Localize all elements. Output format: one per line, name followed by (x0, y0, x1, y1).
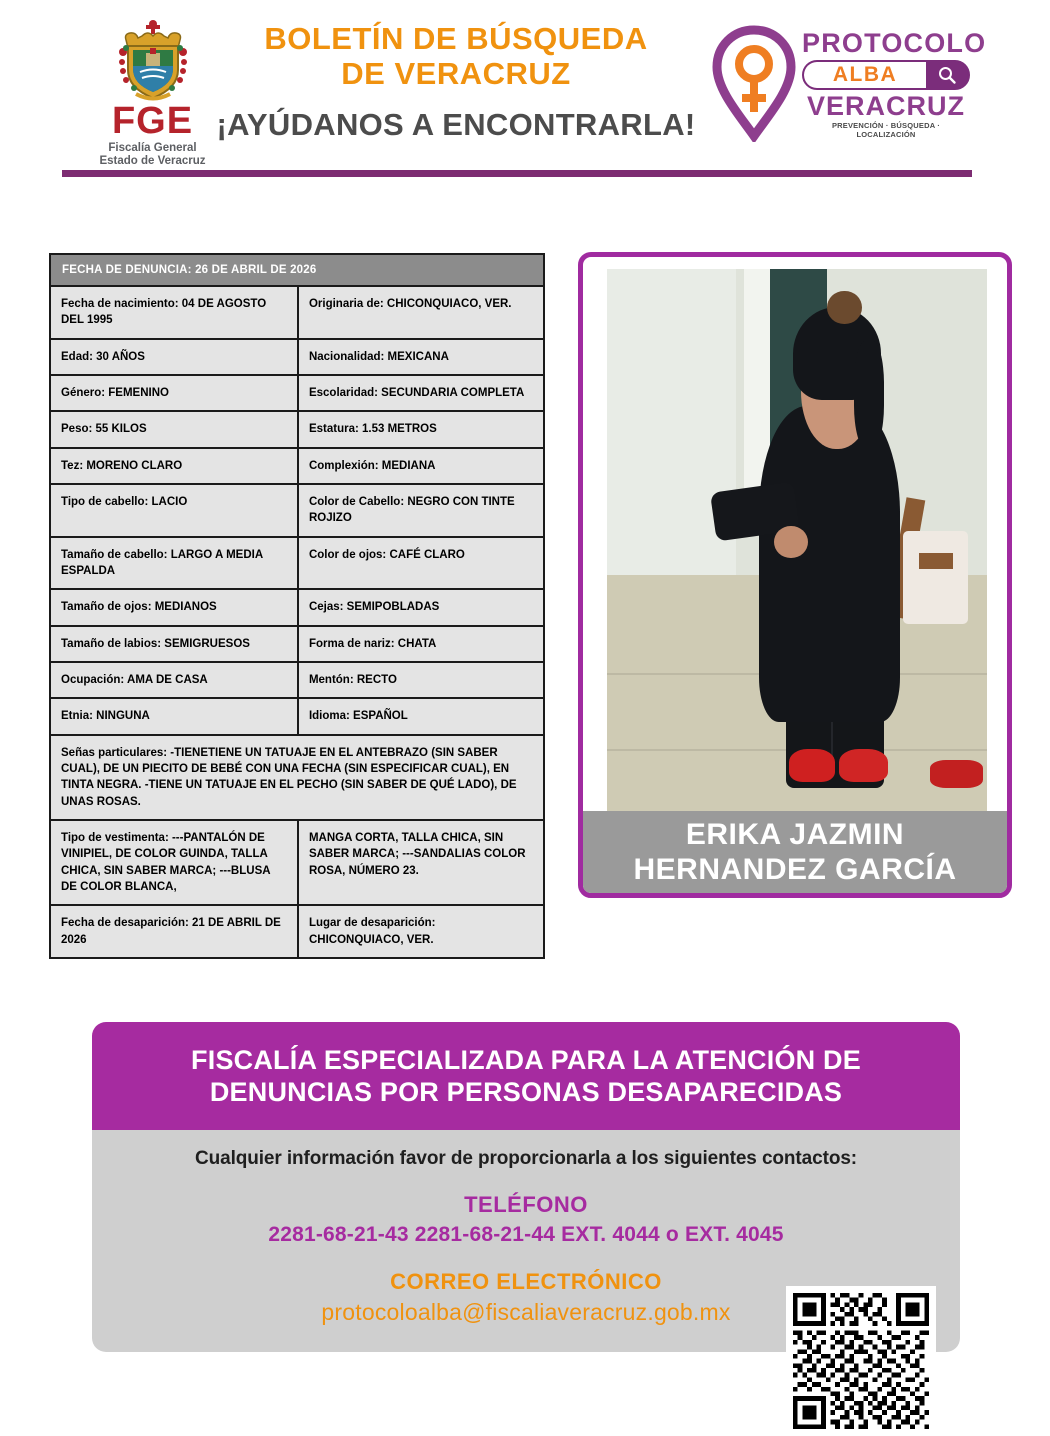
table-row (51, 449, 543, 485)
field-disappearance-place: Lugar de desaparición: CHICONQUIACO, VER. (299, 906, 543, 957)
table-row (51, 821, 543, 906)
footer-contact-body (92, 1130, 960, 1352)
alba-tagline: PREVENCIÓN · BÚSQUEDA · LOCALIZACIÓN (831, 121, 941, 140)
field-education: Escolaridad: SECUNDARIA COMPLETA (299, 376, 543, 412)
alba-word-text: ALBA (832, 63, 898, 86)
alba-pill (802, 60, 970, 90)
bulletin-header (0, 0, 1050, 172)
fge-org-line-2: Estado de Veracruz (99, 155, 206, 168)
field-gender: Género: FEMENINO (51, 376, 299, 412)
telephone-label: TELÉFONO (464, 1192, 588, 1217)
protocolo-alba-logo (706, 20, 987, 160)
table-row (51, 627, 543, 663)
search-icon (926, 62, 968, 88)
field-age: Edad: 30 AÑOS (51, 340, 299, 376)
field-nose: Forma de nariz: CHATA (299, 627, 543, 663)
footer-title-line-2: DENUNCIAS POR PERSONAS DESAPARECIDAS (209, 1077, 843, 1107)
table-header-row (51, 255, 543, 287)
field-eye-size: Tamaño de ojos: MEDIANOS (51, 590, 299, 626)
contact-footer (92, 1022, 960, 1352)
footer-lead-text: Cualquier información favor de proporcionarla a los siguientes contactos: (194, 1148, 858, 1169)
field-height: Estatura: 1.53 METROS (299, 412, 543, 448)
veracruz-coat-of-arms-icon (112, 18, 194, 104)
field-nationality: Nacionalidad: MEXICANA (299, 340, 543, 376)
table-row (51, 287, 543, 340)
field-hair-type: Tipo de cabello: LACIO (51, 485, 299, 538)
field-ethnicity: Etnia: NINGUNA (51, 699, 299, 735)
field-hair-length: Tamaño de cabello: LARGO A MEDIA ESPALDA (51, 538, 299, 591)
field-origin: Originaria de: CHICONQUIACO, VER. (299, 287, 543, 340)
alba-veracruz-text: VERACRUZ (806, 91, 965, 121)
field-hair-color: Color de Cabello: NEGRO CON TINTE ROJIZO (299, 485, 543, 538)
field-birth-date: Fecha de nacimiento: 04 DE AGOSTO DEL 1995 (51, 287, 299, 340)
header-divider (62, 170, 972, 177)
bulletin-title-block (196, 22, 716, 143)
location-pin-female-icon (706, 24, 802, 142)
field-distinguishing-marks: Señas particulares: -TIENETIENE UN TATUAJE EN EL ANTEBRAZO (SIN SABER CUAL), DE UN PIECITO DE BEBÉ CON UNA FECHA (SIN ESPECIFICAR CUAL), EN TINTA NEGRA. -TIENE UN TATUAJE EN EL PECHO (SIN SABER DE QUÉ LADO), DE UNAS ROSAS. (51, 736, 543, 821)
table-row (51, 412, 543, 448)
telephone-numbers: 2281-68-21-43 2281-68-21-44 EXT. 4044 o EXT. 4045 (268, 1223, 784, 1246)
alba-protocolo-text: PROTOCOLO (802, 28, 987, 58)
field-occupation: Ocupación: AMA DE CASA (51, 663, 299, 699)
table-row (51, 906, 543, 957)
email-label: CORREO ELECTRÓNICO (390, 1269, 662, 1294)
report-date-header: FECHA DE DENUNCIA: 26 DE ABRIL DE 2026 (51, 255, 543, 287)
table-row (51, 663, 543, 699)
qr-code-icon[interactable] (786, 1286, 936, 1436)
table-row (51, 376, 543, 412)
fge-org-line-1: Fiscalía General (108, 142, 197, 154)
field-clothing-part-2: MANGA CORTA, TALLA CHICA, SIN SABER MARCA; ---SANDALIAS COLOR ROSA, NÚMERO 23. (299, 821, 543, 906)
email-address[interactable]: protocoloalba@fiscaliaveracruz.gob.mx (321, 1299, 731, 1325)
field-lips: Tamaño de labios: SEMIGRUESOS (51, 627, 299, 663)
missing-person-name-banner (583, 811, 1007, 893)
field-eyebrows: Cejas: SEMIPOBLADAS (299, 590, 543, 626)
footer-title-line-1: FISCALÍA ESPECIALIZADA PARA LA ATENCIÓN DE (191, 1044, 861, 1075)
field-eye-color: Color de ojos: CAFÉ CLARO (299, 538, 543, 591)
table-row (51, 340, 543, 376)
field-clothing-part-1: Tipo de vestimenta: ---PANTALÓN DE VINIPIEL, DE COLOR GUINDA, TALLA CHICA, SIN SABER MARCA; ---BLUSA DE COLOR BLANCA, (51, 821, 299, 906)
table-row (51, 699, 543, 735)
person-details-table (49, 253, 545, 959)
field-chin: Mentón: RECTO (299, 663, 543, 699)
field-weight: Peso: 55 KILOS (51, 412, 299, 448)
fge-logo (95, 18, 210, 168)
footer-title-banner (92, 1022, 960, 1130)
bulletin-title-line-1: BOLETÍN DE BÚSQUEDA (264, 21, 648, 56)
fge-abbrev: FGE (111, 100, 194, 142)
table-row (51, 590, 543, 626)
field-disappearance-date: Fecha de desaparición: 21 DE ABRIL DE 2026 (51, 906, 299, 957)
field-language: Idioma: ESPAÑOL (299, 699, 543, 735)
call-to-action-text: ¡AYÚDANOS A ENCONTRARLA! (216, 107, 696, 143)
table-row (51, 485, 543, 538)
field-build: Complexión: MEDIANA (299, 449, 543, 485)
table-row (51, 736, 543, 821)
field-skin-tone: Tez: MORENO CLARO (51, 449, 299, 485)
missing-person-photo (607, 269, 987, 815)
table-row (51, 538, 543, 591)
person-name-line-1: ERIKA JAZMIN (685, 817, 905, 851)
bulletin-title-line-2: DE VERACRUZ (341, 55, 571, 91)
missing-person-photo-card (578, 252, 1012, 898)
person-name-line-2: HERNANDEZ GARCÍA (633, 853, 957, 886)
